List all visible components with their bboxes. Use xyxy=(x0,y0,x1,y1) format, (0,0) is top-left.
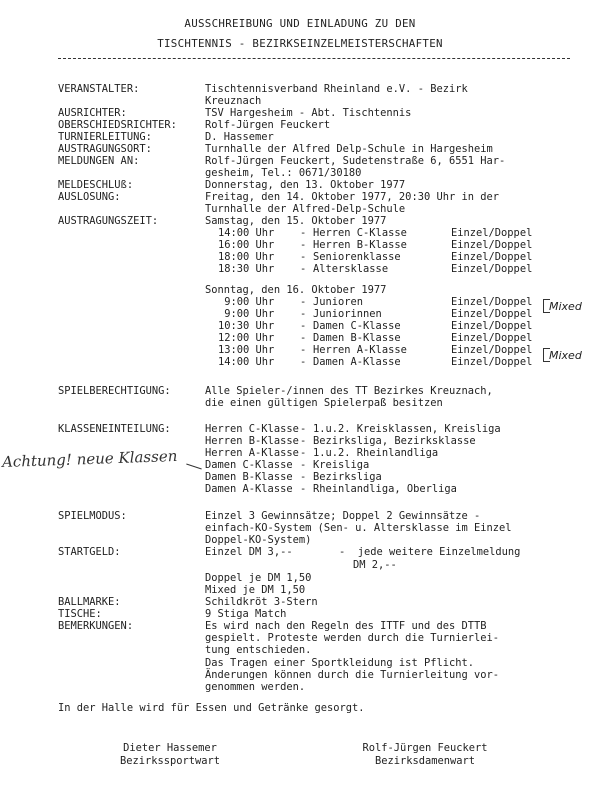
turnierleitung-value: D. Hassemer xyxy=(205,131,274,143)
oberschiedsrichter-value: Rolf-Jürgen Feuckert xyxy=(205,119,331,131)
austragungsort-label: AUSTRAGUNGSORT: xyxy=(58,143,152,155)
schedule-dash: - xyxy=(300,344,307,356)
schedule-class: Herren B-Klasse xyxy=(313,239,407,251)
schedule-class: Herren A-Klasse xyxy=(313,344,407,356)
schedule-mode: Einzel/Doppel xyxy=(451,308,533,320)
klasse-league: 1.u.2. Kreisklassen, Kreisliga xyxy=(313,423,501,435)
klasse-dash: - xyxy=(300,471,307,483)
schedule-time: 13:00 Uhr xyxy=(218,344,275,356)
schedule-mode: Einzel/Doppel xyxy=(451,263,533,275)
schedule-dash: - xyxy=(300,227,307,239)
schedule-class: Altersklasse xyxy=(313,263,389,275)
klasse-name: Damen A-Klasse xyxy=(205,483,293,495)
schedule-class: Seniorenklasse xyxy=(313,251,401,263)
signature-name: Dieter Hassemer xyxy=(123,742,217,754)
schedule-mode: Einzel/Doppel xyxy=(451,296,533,308)
meldeschluss-value: Donnerstag, den 13. Oktober 1977 xyxy=(205,179,406,191)
schedule-mode: Einzel/Doppel xyxy=(451,344,533,356)
ballmarke-value: Schildkröt 3-Stern xyxy=(205,596,318,608)
schedule-dash: - xyxy=(300,332,307,344)
sunday-date: Sonntag, den 16. Oktober 1977 xyxy=(205,284,387,296)
schedule-time: 12:00 Uhr xyxy=(218,332,275,344)
bemerkungen-line: tung entschieden. xyxy=(205,644,312,656)
klasse-league: Bezirksliga xyxy=(313,471,382,483)
schedule-dash: - xyxy=(300,296,307,308)
klasse-dash: - xyxy=(300,447,307,459)
spielmodus-value-1: Einzel 3 Gewinnsätze; Doppel 2 Gewinnsätze - xyxy=(205,510,481,522)
klasse-dash: - xyxy=(300,435,307,447)
schedule-time: 18:00 Uhr xyxy=(218,251,275,263)
meldungen-label: MELDUNGEN AN: xyxy=(58,155,140,167)
meldungen-value-2: gesheim, Tel.: 0671/30180 xyxy=(205,167,362,179)
schedule-time: 9:00 Uhr xyxy=(218,308,275,320)
schedule-mode: Einzel/Doppel xyxy=(451,356,533,368)
klasse-league: Bezirksliga, Bezirksklasse xyxy=(313,435,476,447)
tische-label: TISCHE: xyxy=(58,608,102,620)
signature-name: Rolf-Jürgen Feuckert xyxy=(362,742,488,754)
klasse-name: Herren A-Klasse xyxy=(205,447,299,459)
schedule-dash: - xyxy=(300,239,307,251)
schedule-time: 9:00 Uhr xyxy=(218,296,275,308)
auslosung-value-2: Turnhalle der Alfred-Delp-Schule xyxy=(205,203,406,215)
klasse-league: Kreisliga xyxy=(313,459,370,471)
startgeld-mixed: Mixed je DM 1,50 xyxy=(205,584,306,596)
handwritten-arrow xyxy=(186,464,202,470)
header-divider xyxy=(58,58,570,59)
spielmodus-value-3: Doppel-KO-System) xyxy=(205,534,312,546)
schedule-mode: Einzel/Doppel xyxy=(451,320,533,332)
schedule-time: 18:30 Uhr xyxy=(218,263,275,275)
ausrichter-value: TSV Hargesheim - Abt. Tischtennis xyxy=(205,107,412,119)
schedule-class: Damen B-Klasse xyxy=(313,332,401,344)
klasse-league: 1.u.2. Rheinlandliga xyxy=(313,447,439,459)
meldeschluss-label: MELDESCHLUß: xyxy=(58,179,134,191)
oberschiedsrichter-label: OBERSCHIEDSRICHTER: xyxy=(58,119,177,131)
handwritten-note: Achtung! neue Klassen xyxy=(1,446,178,472)
startgeld-einzel: Einzel DM 3,-- xyxy=(205,546,293,558)
startgeld-weitere-betrag: DM 2,-- xyxy=(353,559,397,571)
ballmarke-label: BALLMARKE: xyxy=(58,596,121,608)
schedule-dash: - xyxy=(300,320,307,332)
klasse-name: Herren C-Klasse xyxy=(205,423,299,435)
schedule-class: Damen C-Klasse xyxy=(313,320,401,332)
veranstalter-value-2: Kreuznach xyxy=(205,95,262,107)
bemerkungen-line: genommen werden. xyxy=(205,681,306,693)
schedule-time: 16:00 Uhr xyxy=(218,239,275,251)
schedule-time: 10:30 Uhr xyxy=(218,320,275,332)
bemerkungen-label: BEMERKUNGEN: xyxy=(58,620,134,632)
startgeld-label: STARTGELD: xyxy=(58,546,121,558)
veranstalter-label: VERANSTALTER: xyxy=(58,83,140,95)
schedule-class: Damen A-Klasse xyxy=(313,356,401,368)
auslosung-value-1: Freitag, den 14. Oktober 1977, 20:30 Uhr in der xyxy=(205,191,500,203)
auslosung-label: AUSLOSUNG: xyxy=(58,191,121,203)
signature-role: Bezirksdamenwart xyxy=(374,755,476,767)
schedule-class: Junioren xyxy=(313,296,364,308)
klasse-name: Damen C-Klasse xyxy=(205,459,293,471)
spielmodus-label: SPIELMODUS: xyxy=(58,510,127,522)
bemerkungen-line: Das Tragen einer Sportkleidung ist Pflicht. xyxy=(205,657,474,669)
tische-value: 9 Stiga Match xyxy=(205,608,287,620)
klasse-name: Herren B-Klasse xyxy=(205,435,299,447)
spielberechtigung-label: SPIELBERECHTIGUNG: xyxy=(58,385,171,397)
title-line-1: AUSSCHREIBUNG UND EINLADUNG ZU DEN xyxy=(184,17,416,30)
klasse-dash: - xyxy=(300,423,307,435)
austragungsort-value: Turnhalle der Alfred Delp-Schule in Hargesheim xyxy=(205,143,493,155)
klasse-dash: - xyxy=(300,459,307,471)
schedule-mode: Einzel/Doppel xyxy=(451,227,533,239)
saturday-date: Samstag, den 15. Oktober 1977 xyxy=(205,215,387,227)
spielberechtigung-value-2: die einen gültigen Spielerpaß besitzen xyxy=(205,397,443,409)
meldungen-value-1: Rolf-Jürgen Feuckert, Sudetenstraße 6, 6551 Har- xyxy=(205,155,506,167)
ausrichter-label: AUSRICHTER: xyxy=(58,107,127,119)
signature-role: Bezirkssportwart xyxy=(119,755,221,767)
bemerkungen-line: Änderungen können durch die Turnierleitung vor- xyxy=(205,669,500,681)
schedule-dash: - xyxy=(300,308,307,320)
mixed-note: Mixed xyxy=(549,349,582,362)
startgeld-weitere: - jede weitere Einzelmeldung xyxy=(339,546,521,558)
schedule-mode: Einzel/Doppel xyxy=(451,239,533,251)
austragungszeit-label: AUSTRAGUNGSZEIT: xyxy=(58,215,159,227)
schedule-dash: - xyxy=(300,251,307,263)
schedule-class: Herren C-Klasse xyxy=(313,227,407,239)
klasse-name: Damen B-Klasse xyxy=(205,471,293,483)
klasse-dash: - xyxy=(300,483,307,495)
bemerkungen-line: Es wird nach den Regeln des ITTF und des DTTB xyxy=(205,620,487,632)
spielberechtigung-value-1: Alle Spieler-/innen des TT Bezirkes Kreuznach, xyxy=(205,385,493,397)
title-line-2: TISCHTENNIS - BEZIRKSEINZELMEISTERSCHAFTEN xyxy=(157,37,443,50)
veranstalter-value-1: Tischtennisverband Rheinland e.V. - Bezirk xyxy=(205,83,468,95)
schedule-dash: - xyxy=(300,263,307,275)
schedule-dash: - xyxy=(300,356,307,368)
startgeld-doppel: Doppel je DM 1,50 xyxy=(205,572,312,584)
schedule-class: Juniorinnen xyxy=(313,308,382,320)
mixed-note: Mixed xyxy=(549,300,582,313)
klasseneinteilung-label: KLASSENEINTEILUNG: xyxy=(58,423,171,435)
schedule-mode: Einzel/Doppel xyxy=(451,251,533,263)
closing-line: In der Halle wird für Essen und Getränke gesorgt. xyxy=(58,702,365,714)
schedule-mode: Einzel/Doppel xyxy=(451,332,533,344)
klasse-league: Rheinlandliga, Oberliga xyxy=(313,483,457,495)
turnierleitung-label: TURNIERLEITUNG: xyxy=(58,131,152,143)
schedule-time: 14:00 Uhr xyxy=(218,227,275,239)
schedule-time: 14:00 Uhr xyxy=(218,356,275,368)
spielmodus-value-2: einfach-KO-System (Sen- u. Altersklasse im Einzel xyxy=(205,522,512,534)
bemerkungen-line: gespielt. Proteste werden durch die Turnierlei- xyxy=(205,632,500,644)
